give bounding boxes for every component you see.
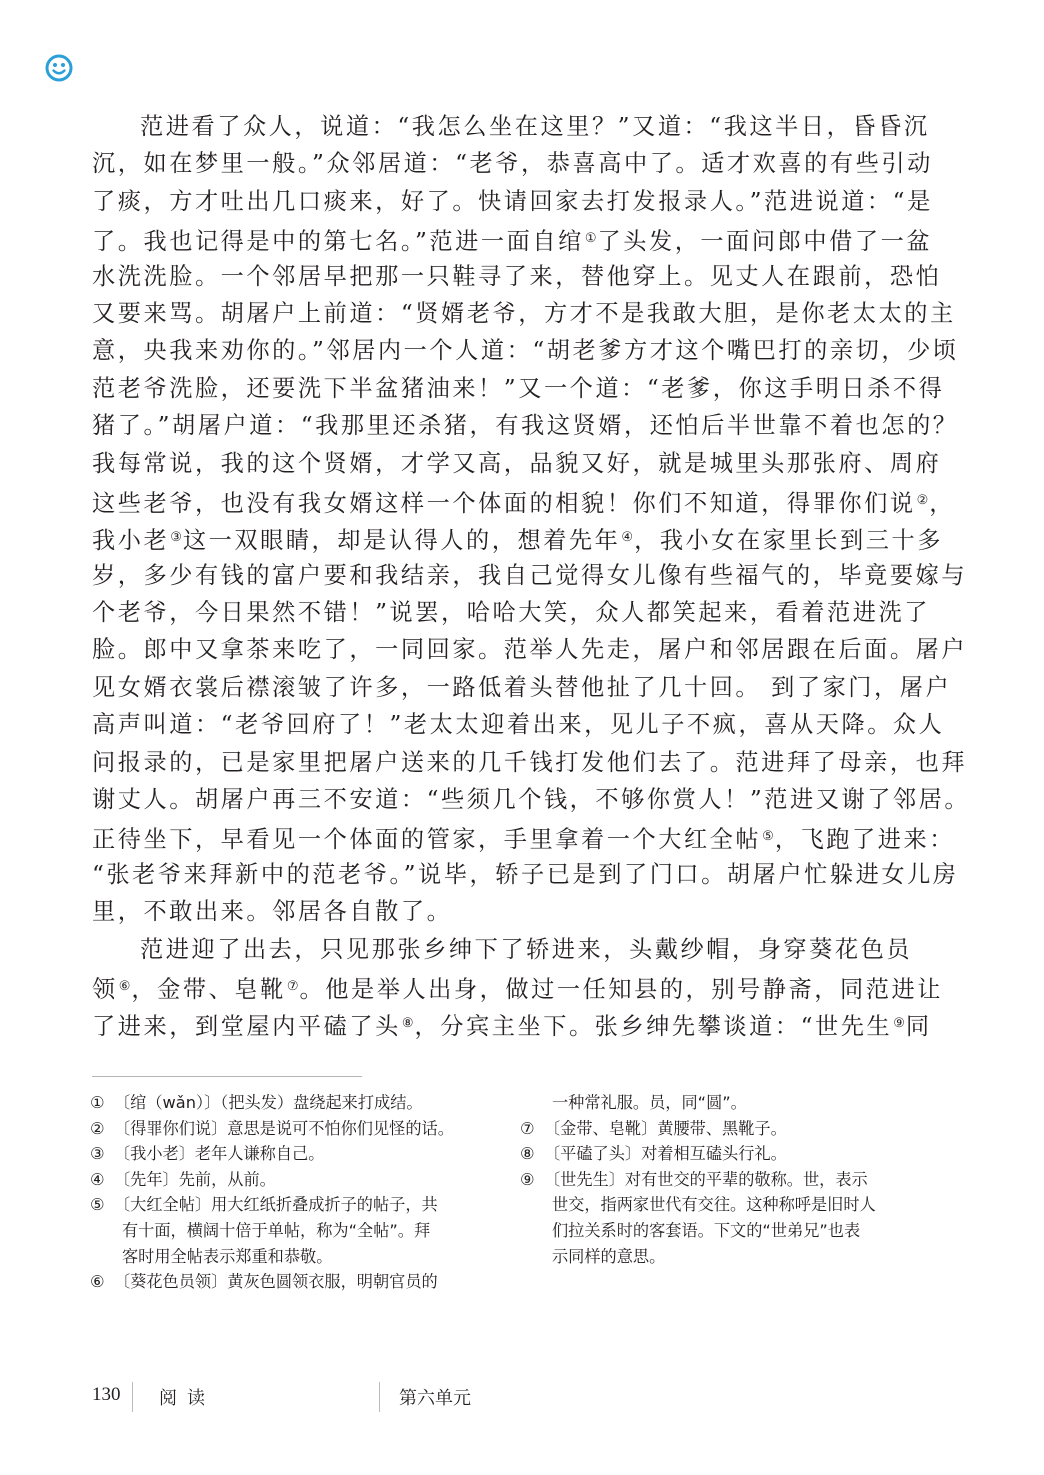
- footnote: ⑤ 〔大红全帖〕用大红纸折叠成折子的帖子，共: [90, 1195, 438, 1215]
- text-line: 意，央我来劝你的。”邻居内一个人道：“胡老爹方才这个嘴巴打的亲切，少顷: [92, 337, 959, 365]
- text-line: 里，不敢出来。邻居各自散了。: [92, 898, 453, 926]
- text-line: 这些老爷，也没有我女婿这样一个体面的相貌！你们不知道，得罪你们说②，: [92, 489, 956, 517]
- footnote: ⑦ 〔金带、皂靴〕黄腰带、黑靴子。: [520, 1118, 787, 1138]
- main-text: [92, 108, 971, 1043]
- footnote-mark: ⑨: [893, 1016, 905, 1032]
- text-line: 范进迎了出去，只见那张乡绅下了轿进来，头戴纱帽，身穿葵花色员: [140, 935, 913, 963]
- footnote-mark: ②: [916, 492, 929, 508]
- text-line: “张老爷来拜新中的范老爷。”说毕，轿子已是到了门口。胡屠户忙躲进女儿房: [92, 860, 959, 888]
- page-footer: [92, 1384, 792, 1414]
- footnote-continuation: 示同样的意思。: [552, 1246, 666, 1266]
- footnote: ① 〔绾（wǎn）〕（把头发）盘绕起来打成结。: [90, 1093, 423, 1112]
- text-line: 了。我也记得是中的第七名。”范进一面自绾①了头发，一面问郎中借了一盆: [92, 228, 933, 256]
- text-line: 领⑥，金带、皂靴⑦。他是举人出身，做过一任知县的，别号静斋，同范进让: [92, 975, 943, 1003]
- text-line: 岁，多少有钱的富户要和我结亲，我自己觉得女儿像有些福气的，毕竟要嫁与: [92, 561, 968, 589]
- smiley-face-icon: [44, 53, 74, 83]
- footnote-continuation: 们拉关系时的客套语。下文的“世弟兄”也表: [552, 1220, 861, 1240]
- footnotes-left-column: [90, 1090, 500, 1295]
- footnote-continuation: 世交，指两家世代有交往。这种称呼是旧时人: [552, 1195, 876, 1215]
- text-line: 水洗洗脸。一个邻居早把那一只鞋寻了来，替他穿上。见丈人在跟前，恐怕: [92, 262, 942, 290]
- text-line: 谢丈人。胡屠户再三不安道：“些须几个钱，不够你赏人！”范进又谢了邻居。: [92, 786, 971, 814]
- footnote-mark: ⑤: [762, 829, 774, 845]
- text-line: 个老爷，今日果然不错！”说罢，哈哈大笑，众人都笑起来，看着范进洗了: [92, 599, 931, 627]
- footnote-continuation: 客时用全帖表示郑重和恭敬。: [122, 1246, 333, 1266]
- footnote-mark: ④: [621, 530, 634, 546]
- footnotes-right-column: [520, 1090, 920, 1269]
- text-line: 我小老③这一双眼睛，却是认得人的，想着先年④，我小女在家里长到三十多: [92, 527, 943, 555]
- section-label: 阅读: [159, 1388, 215, 1409]
- footnote-mark: ⑧: [401, 1016, 414, 1032]
- footer-divider: [379, 1382, 380, 1412]
- footer-divider: [132, 1382, 133, 1412]
- text-line: 范老爷洗脸，还要洗下半盆猪油来！”又一个道：“老爹，你这手明日杀不得: [92, 374, 945, 402]
- text-line: 了痰，方才吐出几口痰来，好了。快请回家去打发报录人。”范进说道：“是: [92, 187, 933, 215]
- footnote-mark: ⑥: [118, 978, 131, 994]
- footnote: ③ 〔我小老〕老年人谦称自己。: [90, 1144, 325, 1164]
- text-line: 正待坐下，早看见一个体面的管家，手里拿着一个大红全帖⑤，飞跑了进来：: [92, 826, 955, 854]
- text-line: 高声叫道：“老爷回府了！”老太太迎着出来，见儿子不疯，喜从天降。众人: [92, 711, 945, 739]
- text-line: 见女婿衣裳后襟滚皱了许多，一路低着头替他扯了几十回。 到了家门，屠户: [92, 673, 952, 701]
- text-line: 沉，如在梦里一般。”众邻居道：“老爷，恭喜高中了。适才欢喜的有些引动: [92, 150, 933, 178]
- text-line: 了进来，到堂屋内平磕了头⑧，分宾主坐下。张乡绅先攀谈道：“世先生⑨同: [92, 1013, 932, 1041]
- footnote: ⑨ 〔世先生〕对有世交的平辈的敬称。世，表示: [520, 1169, 868, 1189]
- text-line: 脸。郎中又拿茶来吃了，一同回家。范举人先走，屠户和邻居跟在后面。屠户: [92, 636, 968, 664]
- footnote: ④ 〔先年〕先前，从前。: [90, 1169, 276, 1189]
- unit-label: 第六单元: [399, 1388, 471, 1409]
- text-line: 猪了。”胡屠户道：“我那里还杀猪，有我这贤婿，还怕后半世靠不着也怎的？: [92, 412, 959, 440]
- text-line: 问报录的，已是家里把屠户送来的几千钱打发他们去了。范进拜了母亲，也拜: [92, 748, 968, 776]
- footnote: ⑧ 〔平磕了头〕对着相互磕头行礼。: [520, 1144, 787, 1164]
- footnote: ② 〔得罪你们说〕意思是说可不怕你们见怪的话。: [90, 1118, 454, 1138]
- footnote-mark: ③: [170, 530, 182, 546]
- footnote: ⑥ 〔葵花色员领〕黄灰色圆领衣服，明朝官员的: [90, 1272, 438, 1292]
- text-line: 又要来骂。胡屠户上前道：“贤婿老爷，方才不是我敢大胆，是你老太太的主: [92, 299, 956, 327]
- footnote-continuation: 有十面，横阔十倍于单帖，称为“全帖”。拜: [122, 1220, 431, 1240]
- text-line: 我每常说，我的这个贤婿，才学又高，品貌又好，就是城里头那张府、周府: [92, 449, 942, 477]
- footnote-mark: ⑦: [286, 978, 299, 994]
- page-number: 130: [92, 1384, 121, 1405]
- footnote-continuation: 一种常礼服。员，同“圆”。: [552, 1093, 747, 1112]
- footnote-mark: ①: [584, 231, 597, 247]
- text-line: 范进看了众人，说道：“我怎么坐在这里？”又道：“我这半日，昏昏沉: [140, 113, 930, 140]
- footnote-divider: [92, 1076, 362, 1077]
